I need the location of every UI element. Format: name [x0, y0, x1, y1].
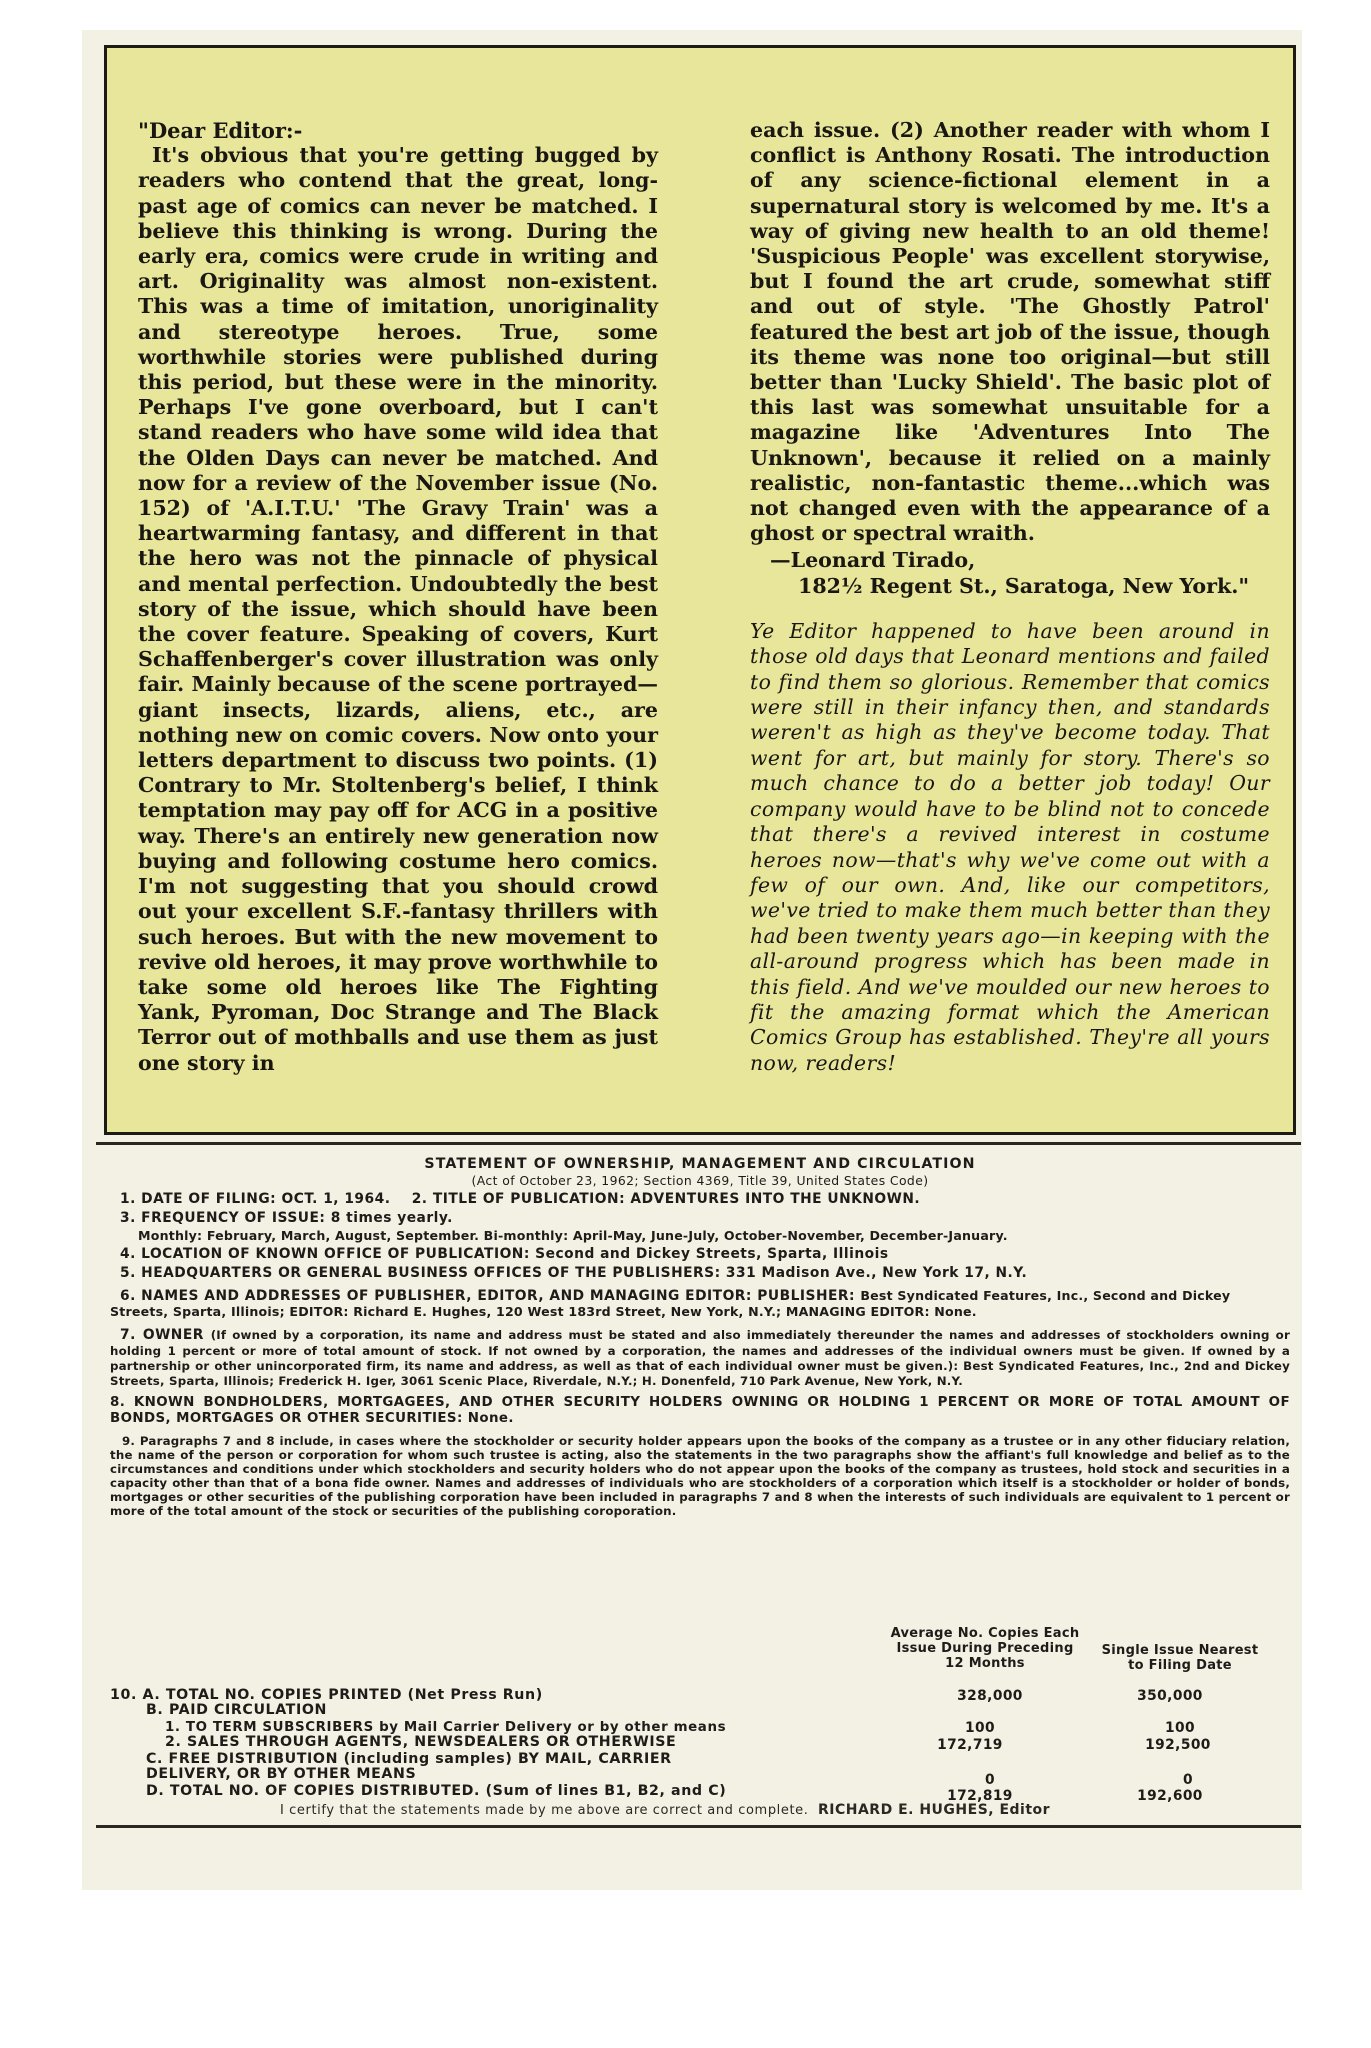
letter-signature — [750, 548, 1270, 598]
statement-item-1-2 — [120, 1191, 1290, 1207]
column-header-single: Single Issue Nearest to Filing Date — [1101, 1643, 1259, 1673]
letter-column-left — [138, 118, 658, 1076]
letter-column-right — [750, 118, 1270, 1076]
row-free-distribution-label: C. FREE DISTRIBUTION (including samples) BY MAIL, CARRIER DELIVERY, OR BY OTHER MEANS — [146, 1751, 672, 1782]
owner-head: 7. OWNER — [120, 1327, 204, 1343]
row-total-printed-label: 10. A. TOTAL NO. COPIES PRINTED (Net Press Run) — [110, 1687, 543, 1703]
paragraph-9-text: 9. Paragraphs 7 and 8 include, in cases where the stockholder or security holder appears upon the books of the company as a trustee or in any other fiduciary relation, the name of the person or corporation for whom such trustee is acting, also the statements in the two paragraphs show the affiant's full knowledge and belief as to the circumstances and conditions under which stockholders and security holders who do not appear upon the books of the company as trustees, hold stock and securities in a capacity other than that of a bona fide owner. Names and addresses of individuals who are stockholders of a corporation which itself is a stockholder or holder of bonds, mortgages or other securities of the publishing corporation have been included in paragraphs 7 and 8 when the interests of such individuals are equivalent to 1 percent or more of the total amount of the stock or securities of the publishing coroporation. — [110, 1434, 1290, 1518]
frequency-of-issue: 3. FREQUENCY OF ISSUE: 8 times yearly. — [120, 1210, 453, 1226]
owner-section — [110, 1327, 1290, 1388]
letter-salutation: "Dear Editor:- — [138, 118, 303, 143]
statement-title: STATEMENT OF OWNERSHIP, MANAGEMENT AND CIRCULATION — [424, 1156, 976, 1172]
row-subscribers-label: 1. TO TERM SUBSCRIBERS by Mail Carrier Delivery or by other means — [165, 1720, 727, 1735]
headquarters: 5. HEADQUARTERS OR GENERAL BUSINESS OFFICES OF THE PUBLISHERS: 331 Madison Ave., New York 17, N.Y. — [120, 1265, 1028, 1281]
letter-body-left: It's obvious that you're getting bugged by readers who contend that the great, long-past age of comics can never be matched. I believe this thinking is wrong. During the early era, comics were crude in writing and art. Originality was almost non-existent. This was a time of imitation, unoriginality and stereotype heroes. True, some worthwhile stories were published during this period, but these were in the minority. Perhaps I've gone overboard, but I can't stand readers who have some wild idea that the Olden Days can never be matched. And now for a review of the November issue (No. 152) of 'A.I.T.U.' 'The Gravy Train' was a heartwarming fantasy, and different in that the hero was not the pinnacle of physical and mental perfection. Undoubtedly the best story of the issue, which should have been the cover feature. Speaking of covers, Kurt Schaffenberger's cover illustration was only fair. Mainly because of the scene portrayed—giant insects, lizards, aliens, etc., are nothing new on comic covers. Now onto your letters department to discuss two points. (1) Contrary to Mr. Stoltenberg's belief, I think temptation may pay off for ACG in a positive way. There's an entirely new generation now buying and following costume hero comics. I'm not suggesting that you should crowd out your excellent S.F.-fantasy thrillers with such heroes. But with the new movement to revive old heroes, it may prove worthwhile to take some old heroes like The Fighting Yank, Pyroman, Doc Strange and The Black Terror out of mothballs and use them as just one story in — [138, 143, 658, 1075]
row-free-distribution-avg: 0 — [985, 1772, 995, 1788]
row-sales-single: 192,500 — [1145, 1737, 1211, 1753]
ownership-statement — [110, 1156, 1290, 1518]
row-total-printed-avg: 328,000 — [957, 1688, 1023, 1704]
names-addresses — [110, 1288, 1290, 1320]
row-sales-avg: 172,719 — [937, 1737, 1003, 1753]
bondholders: 8. KNOWN BONDHOLDERS, MORTGAGEES, AND OTHER SECURITY HOLDERS OWNING OR HOLDING 1 PERCENT OR MORE OF TOTAL AMOUNT OF BONDS, MORTGAGES OR OTHER SECURITIES: None. — [110, 1395, 1290, 1426]
letter-body-right: each issue. (2) Another reader with whom I conflict is Anthony Rosati. The introduction of any science-fictional element in a supernatural story is welcomed by me. It's a way of giving new health to an old theme! 'Suspicious People' was excellent storywise, but I found the art crude, somewhat stiff and out of style. 'The Ghostly Patrol' featured the best art job of the issue, though its theme was none too original—but still better than 'Lucky Shield'. The basic plot of this last was somewhat unsuitable for a magazine like 'Adventures Into The Unknown', because it relied on a mainly realistic, non-fantastic theme...which was not changed even with the appearance of a ghost or spectral wraith. — [750, 118, 1270, 546]
certification-signer: RICHARD E. HUGHES, Editor — [817, 1802, 1051, 1818]
location-of-office: 4. LOCATION OF KNOWN OFFICE OF PUBLICATION: Second and Dickey Streets, Sparta, Illinois — [120, 1246, 889, 1262]
editor-reply: Ye Editor happened to have been around in those old days that Leonard mentions and failed to find them so glorious. Remember that comics were still in their infancy then, and standards weren't as high as they've become today. That went for art, but mainly for story. There's so much chance to do a better job today! Our company would have to be blind not to concede that there's a revived interest in costume heroes now—that's why we've come out with a few of our own. And, like our competitors, we've tried to make them much better than they had been twenty years ago—in keeping with the all-around progress which has been made in this field. And we've moulded our new heroes to fit the amazing format which the American Comics Group has established. They're all yours now, readers! — [750, 618, 1270, 1075]
frequency-detail: Monthly: February, March, August, September. Bi-monthly: April-May, June-July, October-November, December-January. — [138, 1228, 1008, 1243]
row-subscribers-single: 100 — [1165, 1720, 1195, 1736]
signature-address: 182½ Regent St., Saratoga, New York." — [798, 573, 1250, 598]
row-total-distributed-label: D. TOTAL NO. OF COPIES DISTRIBUTED. (Sum of lines B1, B2, and C) — [146, 1783, 727, 1799]
paragraph-9 — [110, 1434, 1290, 1518]
row-sales-label: 2. SALES THROUGH AGENTS, NEWSDEALERS OR OTHERWISE — [165, 1734, 677, 1750]
certification-text: I certify that the statements made by me above are correct and complete. — [280, 1803, 809, 1818]
row-paid-circulation-label: B. PAID CIRCULATION — [146, 1702, 327, 1718]
top-divider — [96, 1142, 1301, 1145]
certification-line — [280, 1802, 1050, 1818]
owner-body: (If owned by a corporation, its name and address must be stated and also immediately thereunder the names and addresses of stockholders owning or holding 1 percent or more of total amount of stock. If not owned by a corporation, the names and addresses of the individual owners must be given. If owned by a partnership or other unincorporated firm, its name and address, as well as that of each individual owner must be given.): Best Syndicated Features, Inc., 2nd and Dickey Streets, Sparta, Illinois; Frederick H. Iger, 3061 Scenic Place, Riverdale, N.Y.; H. Donenfeld, 710 Park Avenue, New York, N.Y. — [110, 1328, 1290, 1388]
signature-name: —Leonard Tirado, — [770, 548, 976, 573]
date-of-filing: 1. DATE OF FILING: OCT. 1, 1964. — [120, 1191, 391, 1207]
row-total-distributed-avg: 172,819 — [947, 1788, 1013, 1804]
row-total-distributed-single: 192,600 — [1137, 1788, 1203, 1804]
row-total-printed-single: 350,000 — [1137, 1688, 1203, 1704]
names-addresses-head: 6. NAMES AND ADDRESSES OF PUBLISHER, EDITOR, AND MANAGING EDITOR: PUBLISHER: — [120, 1288, 856, 1304]
names-addresses-body: Best Syndicated Features, Inc., Second and Dickey Streets, Sparta, Illinois; EDITOR: Richard E. Hughes, 120 West 183rd Street, New York, N.Y.; MANAGING EDITOR: None. — [110, 1288, 1231, 1319]
title-of-publication: 2. TITLE OF PUBLICATION: ADVENTURES INTO THE UNKNOWN. — [411, 1191, 921, 1207]
row-subscribers-avg: 100 — [965, 1720, 995, 1736]
statement-subtitle: (Act of October 23, 1962; Section 4369, Title 39, United States Code) — [471, 1173, 929, 1188]
bottom-divider — [96, 1825, 1301, 1828]
column-header-average: Average No. Copies Each Issue During Preceding 12 Months — [890, 1626, 1080, 1671]
row-free-distribution-single: 0 — [1183, 1772, 1193, 1788]
